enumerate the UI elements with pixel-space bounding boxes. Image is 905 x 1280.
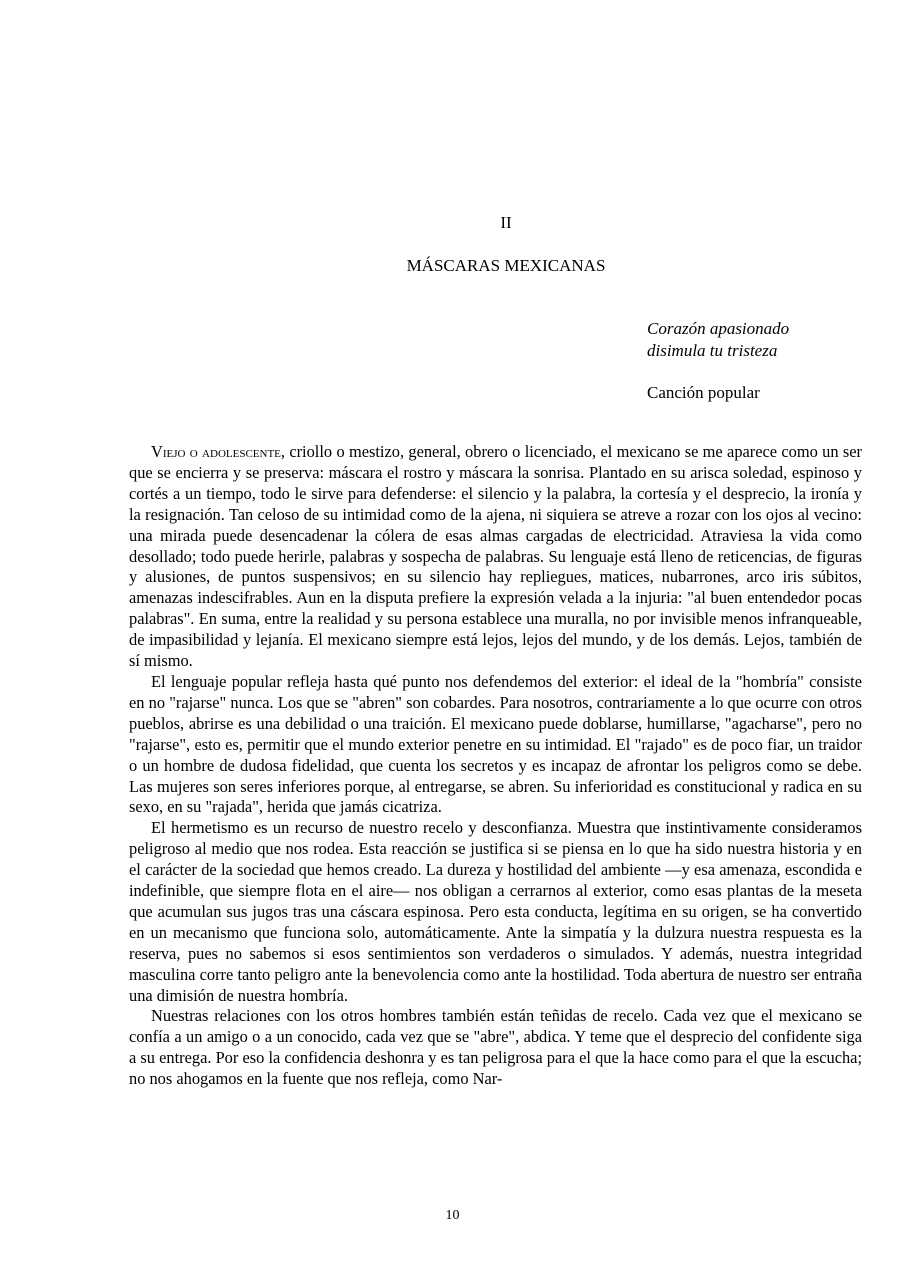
epigraph-line-1: Corazón apasionado bbox=[647, 319, 790, 338]
paragraph-2: El lenguaje popular refleja hasta qué punto nos defendemos del exterior: el ideal de la "hombría" consiste en no "rajarse" nunca. Los que se "abren" son cobardes. Para nosotros, contrariamente a lo que ocurre con otros pueblos, abrirse es una debilidad o una traición. El mexicano puede doblarse, humillarse, "agacharse", pero no "rajarse", esto es, permitir que el mundo exterior penetre en su intimidad. El "rajado" es de poco fiar, un traidor o un hombre de dudosa fidelidad, que cuenta los secretos y es incapaz de afrontar los peligros como se debe. Las mujeres son seres inferiores porque, al entregarse, se abren. Su inferioridad es constitucional y radica en su sexo, en su "rajada", herida que jamás cicatriza. bbox=[129, 671, 862, 817]
chapter-title: MÁSCARAS MEXICANAS bbox=[406, 256, 606, 275]
body-text bbox=[129, 442, 862, 1090]
paragraph-1 bbox=[129, 442, 862, 672]
paragraph-lead-smallcaps: Viejo o adolescente bbox=[151, 442, 281, 461]
epigraph-source: Canción popular bbox=[647, 383, 760, 402]
paragraph-1-text: , criollo o mestizo, general, obrero o licenciado, el mexicano se me aparece como un ser que se encierra y se preserva: máscara el rostro y máscara la sonrisa. Plantado en su arisca soledad, espinoso y cortés a un tiempo, todo le sirve para defenderse: el silencio y la palabra, la cortesía y el desprecio, la ironía y la resignación. Tan celoso de su intimidad como de la ajena, ni siquiera se atreve a rozar con los ojos al vecino: una mirada puede desencadenar la cólera de esas almas cargadas de electricidad. Atraviesa la vida como desollado; todo puede herirle, palabras y sospecha de palabras. Su lenguaje está lleno de reticencias, de figuras y alusiones, de puntos suspensivos; en su silencio hay repliegues, matices, nubarrones, arco iris súbitos, amenazas indescifrables. Aun en la disputa prefiere la expresión velada a la injuria: "al buen entendedor pocas palabras". En suma, entre la realidad y su persona establece una muralla, no por invisible menos infranqueable, de impasibilidad y lejanía. El mexicano siempre está lejos, lejos del mundo, y de los demás. Lejos, también de sí mismo. bbox=[129, 442, 862, 671]
page-number: 10 bbox=[445, 1208, 460, 1223]
chapter-number: II bbox=[500, 213, 512, 232]
paragraph-3: El hermetismo es un recurso de nuestro recelo y desconfianza. Muestra que instintivamente consideramos peligroso al medio que nos rodea. Esta reacción se justifica si se piensa en lo que ha sido nuestra historia y en el carácter de la sociedad que hemos creado. La dureza y hostilidad del ambiente —y esa amenaza, escondida e indefinible, que siempre flota en el aire— nos obligan a cerrarnos al exterior, como esas plantas de la meseta que acumulan sus jugos tras una cáscara espinosa. Pero esta conducta, legítima en su origen, se ha convertido en un mecanismo que funciona solo, automáticamente. Ante la simpatía y la dulzura nuestra respuesta es la reserva, pues no sabemos si esos sentimientos son verdaderos o simulados. Y además, nuestra integridad masculina corre tanto peligro ante la benevolencia como ante la hostilidad. Toda abertura de nuestro ser entraña una dimisión de nuestra hombría. bbox=[129, 818, 862, 1005]
epigraph bbox=[647, 318, 877, 404]
paragraph-4: Nuestras relaciones con los otros hombres también están teñidas de recelo. Cada vez que el mexicano se confía a un amigo o a un conocido, cada vez que se "abre", abdica. Y teme que el desprecio del confidente siga a su entrega. Por eso la confidencia deshonra y es tan peligrosa para el que la hace como para el que la escucha; no nos ahogamos en la fuente que nos refleja, como Nar- bbox=[129, 1006, 862, 1089]
epigraph-line-2: disimula tu tristeza bbox=[647, 341, 778, 360]
